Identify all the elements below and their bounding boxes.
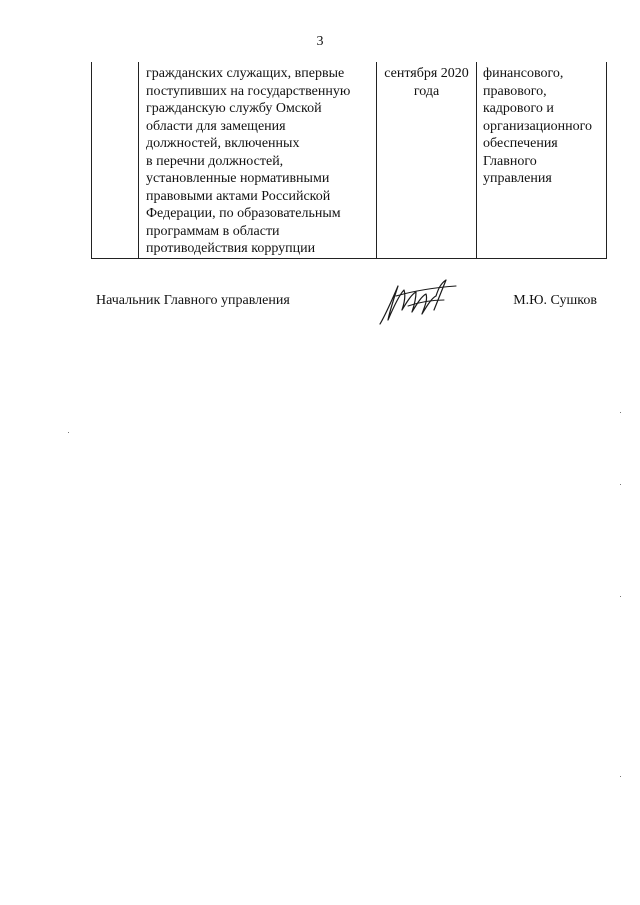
term-cell bbox=[377, 62, 477, 258]
term-text-line: сентября 2020 bbox=[384, 66, 469, 81]
responsible-text-line: организационного bbox=[483, 118, 593, 134]
event-text-line: установленные нормативными bbox=[146, 171, 330, 186]
handwritten-signature bbox=[374, 276, 462, 328]
signature-block bbox=[0, 292, 640, 332]
responsible-text-line: финансового, bbox=[483, 66, 564, 81]
event-text-line: области для замещения bbox=[146, 118, 286, 134]
event-text-line: в перечни должностей, bbox=[146, 153, 284, 169]
event-text-line: поступивших на государственную bbox=[146, 83, 351, 99]
scan-speck bbox=[620, 412, 621, 413]
term-text-line: года bbox=[413, 83, 440, 99]
event-cell bbox=[139, 62, 377, 258]
scan-speck bbox=[620, 484, 621, 485]
scan-speck bbox=[620, 596, 621, 597]
event-text-line: должностей, включенных bbox=[146, 136, 300, 151]
row-number-cell bbox=[92, 62, 139, 258]
responsible-text-line: Главного bbox=[483, 153, 537, 169]
measures-table bbox=[91, 62, 607, 259]
responsible-text-line: обеспечения bbox=[483, 136, 558, 151]
event-text-line: программам в области bbox=[146, 223, 280, 239]
responsible-text-line: управления bbox=[483, 171, 552, 186]
page-number: 3 bbox=[316, 34, 324, 49]
responsible-text-line: правового, bbox=[483, 83, 547, 99]
table-row bbox=[92, 62, 607, 258]
scan-speck bbox=[68, 432, 69, 433]
event-text-line: правовыми актами Российской bbox=[146, 188, 331, 204]
signer-name: М.Ю. Сушков bbox=[513, 293, 597, 308]
event-text-line: противодействия коррупции bbox=[146, 241, 316, 256]
event-text-line: гражданскую службу Омской bbox=[146, 101, 322, 116]
signer-position: Начальник Главного управления bbox=[96, 293, 290, 308]
event-text-line: Федерации, по образовательным bbox=[146, 206, 341, 221]
responsible-cell bbox=[477, 62, 607, 258]
scan-speck bbox=[620, 776, 621, 777]
responsible-text-line: кадрового и bbox=[483, 101, 554, 116]
event-text-line: гражданских служащих, впервые bbox=[146, 66, 345, 81]
